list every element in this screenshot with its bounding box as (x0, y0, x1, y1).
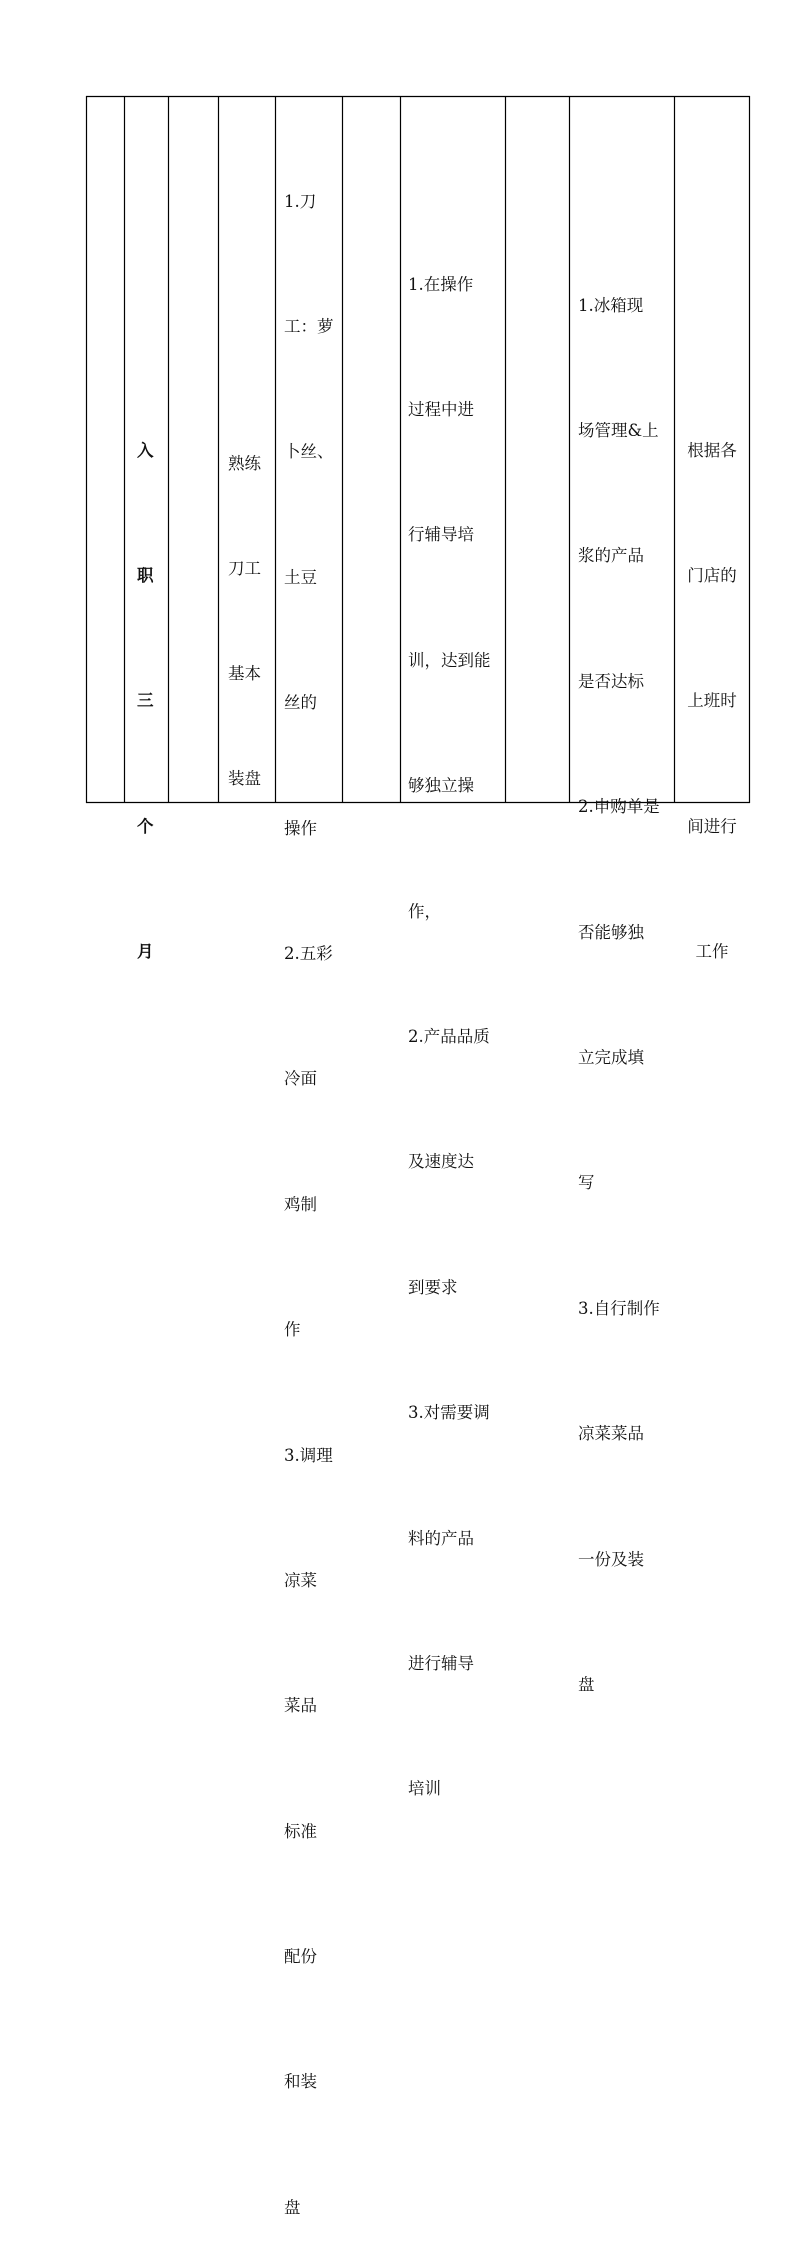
period-char: 三 (137, 691, 154, 711)
cell-line: 浆的产品 (578, 546, 644, 566)
cell-line: 上班时 (687, 691, 737, 711)
cell-line: 菜品 (284, 1696, 317, 1716)
training-content-cell (284, 97, 334, 2244)
cell-line: 土豆 (284, 567, 317, 587)
cell-line: 行辅导培 (408, 525, 474, 545)
work-time-cell (675, 346, 749, 1057)
period-char: 个 (137, 816, 154, 836)
cell-line: 场管理&上 (578, 420, 659, 440)
cell-line: 凉菜 (284, 1570, 317, 1590)
cell-line: 一份及装 (578, 1549, 644, 1569)
cell-line: 和装 (284, 2072, 317, 2092)
cell-line: 料的产品 (408, 1528, 474, 1548)
cell-line: 门店的 (687, 565, 737, 585)
cell-line: 工：萝 (284, 316, 334, 336)
cell-line: 2.五彩 (284, 943, 333, 963)
cell-line: 到要求 (408, 1277, 458, 1297)
cell-line: 进行辅导 (408, 1653, 474, 1673)
cell-line: 3.调理 (284, 1445, 333, 1465)
cell-line: 及速度达 (408, 1152, 474, 1172)
cell-line: 操作 (284, 818, 317, 838)
cell-line: 卜丝、 (284, 442, 334, 462)
cell-line: 1.冰箱现 (578, 295, 644, 315)
cell-line: 否能够独 (578, 922, 644, 942)
cell-line: 够独立操 (408, 776, 474, 796)
cell-line: 冷面 (284, 1069, 317, 1089)
cell-line: 作， (408, 901, 441, 921)
cell-line: 凉菜菜品 (578, 1424, 644, 1444)
training-method-cell (408, 180, 491, 1894)
cell-line: 鸡制 (284, 1194, 317, 1214)
cell-line: 装盘 (228, 769, 261, 788)
cell-line: 盘 (284, 2197, 301, 2217)
cell-line: 熟练 (228, 454, 261, 473)
cell-line: 间进行 (687, 816, 737, 836)
cell-line: 基本 (228, 664, 261, 683)
assessment-standard-cell (578, 201, 660, 1789)
cell-line: 工作 (695, 942, 729, 962)
cell-line: 2.产品品质 (408, 1026, 490, 1046)
cell-line: 刀工 (228, 559, 261, 578)
cell-line: 训，达到能 (408, 650, 491, 670)
period-char: 职 (137, 565, 154, 585)
cell-line: 配份 (284, 1947, 317, 1967)
period-char: 月 (137, 942, 154, 962)
cell-line: 根据各 (687, 440, 737, 460)
cell-line: 立完成填 (578, 1047, 644, 1067)
cell-line: 3.自行制作 (578, 1298, 660, 1318)
cell-line: 过程中进 (408, 399, 474, 419)
cell-line: 1.刀 (284, 191, 317, 211)
period-cell (137, 346, 157, 1057)
cell-line: 丝的 (284, 693, 317, 713)
cell-line: 培训 (408, 1779, 441, 1799)
position-goal-cell (228, 376, 261, 866)
cell-line: 3.对需要调 (408, 1403, 490, 1423)
cell-line: 盘 (578, 1674, 595, 1694)
period-char: 入 (137, 440, 154, 460)
cell-line: 写 (578, 1173, 595, 1193)
cell-line: 作 (284, 1320, 301, 1340)
cell-line: 2.申购单是 (578, 797, 660, 817)
cell-line: 标准 (284, 1821, 317, 1841)
cell-line: 是否达标 (578, 671, 644, 691)
cell-line: 1.在操作 (408, 274, 474, 294)
